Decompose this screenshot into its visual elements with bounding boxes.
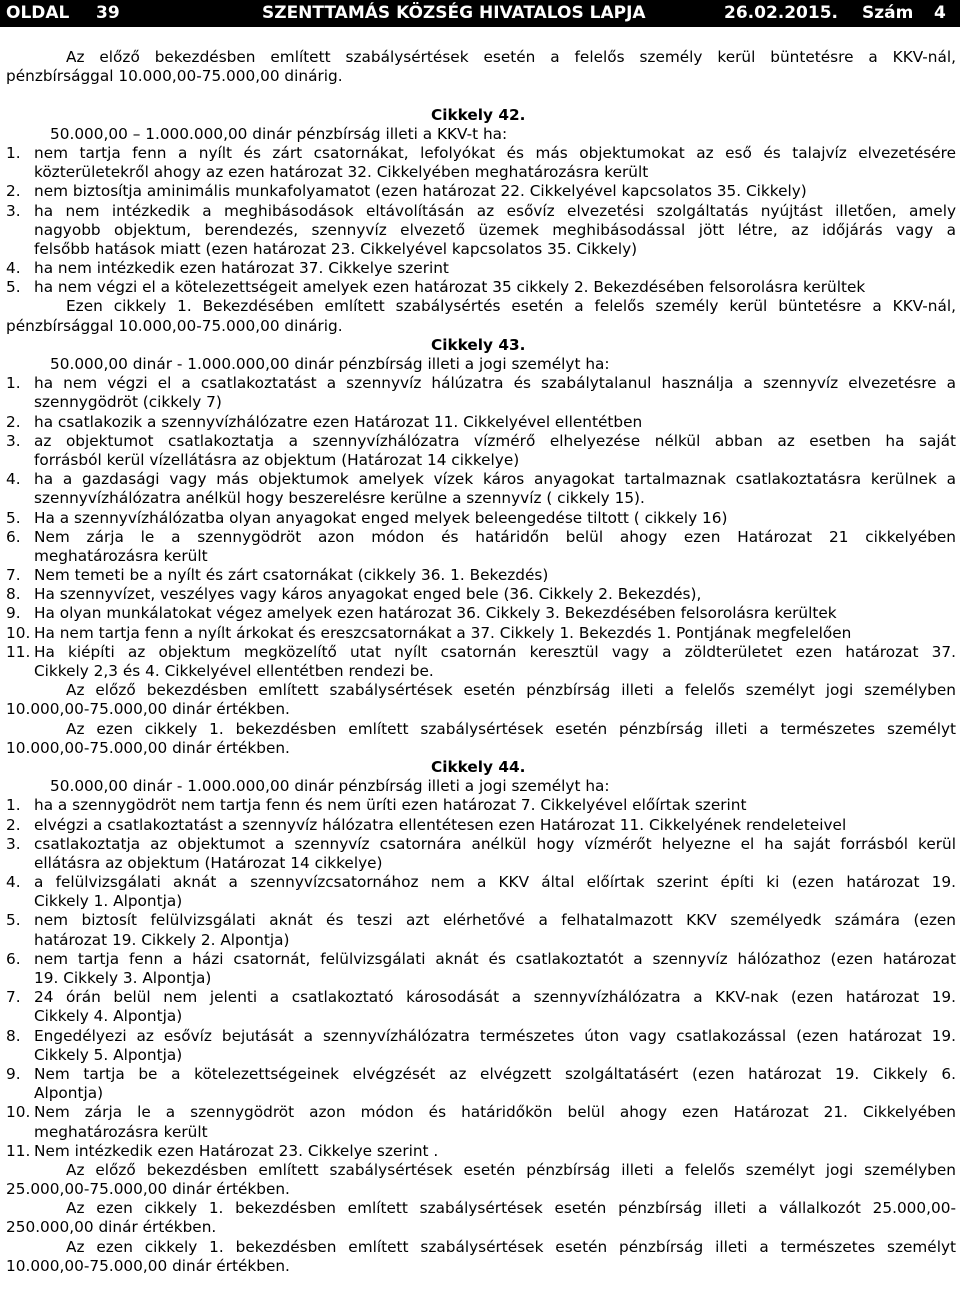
list-item-text: nem biztosít felülvizsgálati aknát és teszi azt elérhetővé a felhatalmazott KKV személyedk számára (ezen bbox=[34, 911, 956, 930]
list-item bbox=[6, 604, 956, 623]
list-item-text: Nem intézkedik ezen Határozat 23. Cikkelye szerint . bbox=[34, 1141, 439, 1160]
list-item-text: nagyobb objektum, berendezés, szennyvíz elvezető üzemek meghibásodással jött létre, az időjárás vagy a bbox=[34, 220, 956, 239]
list-item-text: Nem zárja le a szennygödröt azon módon és határidőn belül ahogy ezen Határozat 21 cikkelyében bbox=[34, 527, 956, 546]
list-item bbox=[6, 432, 956, 451]
list-item bbox=[6, 835, 956, 854]
list-item-number bbox=[6, 221, 34, 240]
list-item bbox=[6, 643, 956, 662]
list-item bbox=[6, 988, 956, 1007]
list-item-number: 1. bbox=[6, 374, 21, 393]
list-item-text: forrásból kerül vízellátásra az objektum (Határozat 14 cikkelye) bbox=[34, 450, 520, 469]
list-item-number: 5. bbox=[6, 278, 21, 297]
article-44-heading: Cikkely 44. bbox=[431, 757, 526, 776]
list-item-text: Ha nem tartja fenn a nyílt árkokat és ereszcsatornákat a 37. Cikkely 1. Bekezdés 1. Pontjának megfelelően bbox=[34, 623, 852, 642]
list-item-number: 1. bbox=[6, 143, 21, 162]
list-item bbox=[6, 969, 956, 988]
list-item-text: nem biztosítja aminimális munkafolyamatot (ezen határozat 22. Cikkelyével kapcsolatos 35. Cikkely) bbox=[34, 182, 807, 201]
header-date: 26.02.2015. bbox=[724, 3, 839, 23]
list-item-text: 24 órán belül nem jelenti a csatlakoztató károsodását a szennyvízhálózatra a KKV-nak (ezen határozat 19. bbox=[34, 988, 956, 1007]
list-item bbox=[6, 259, 956, 278]
list-item-text: az objektumot csatlakoztatja a szennyvízhálózatra vízmérő elhelyezése nélkül abban az esetben ha saját bbox=[34, 431, 956, 450]
list-item-text: Cikkely 2,3 és 4. Cikkelyével ellentétben rendezi be. bbox=[34, 662, 434, 680]
list-item bbox=[6, 566, 956, 585]
list-item bbox=[6, 854, 956, 873]
article-44-paragraph: 25.000,00-75.000,00 dinár értékben. bbox=[6, 1180, 290, 1199]
list-item-text: ha nem végzi el a kötelezettségeit amelyek ezen határozat 35 cikkely 2. Bekezdésében felsorolásra kerültek bbox=[34, 278, 866, 297]
list-item-text: szennygödröt (cikkely 7) bbox=[34, 393, 222, 412]
list-item-number bbox=[6, 489, 34, 508]
list-item-number bbox=[6, 854, 34, 873]
list-item bbox=[6, 144, 956, 163]
list-item-text: Ha kiépíti az objektum megközelítő utat nyílt csatornán keresztül vagy a zöldterületet ezen határozat 37. bbox=[34, 642, 956, 661]
article-44-paragraph: Az előző bekezdésben említett szabálysértések esetén pénzbírság illeti a felelős személyt jogi személyben bbox=[66, 1160, 956, 1179]
list-item-number bbox=[6, 393, 34, 412]
list-item-number bbox=[6, 1123, 34, 1142]
list-item bbox=[6, 1123, 956, 1142]
list-item-number: 5. bbox=[6, 911, 21, 930]
list-item-number: 2. bbox=[6, 182, 21, 201]
list-item-text: csatlakoztatja az objektumot a szennyvíz csatornára anélkül hogy vízmérőt helyezne el ha saját forrásból kerül bbox=[34, 834, 956, 853]
list-item-text: ha nem végzi el a csatlakoztatást a szennyvíz hálúzatra és szabálytalanul használja a szennyvíz elvezetésre a bbox=[34, 374, 956, 393]
list-item-number: 5. bbox=[6, 508, 21, 527]
list-item-number: 11. bbox=[6, 1141, 31, 1160]
list-item bbox=[6, 1007, 956, 1026]
list-item-number bbox=[6, 240, 34, 259]
list-item bbox=[6, 873, 956, 892]
list-item bbox=[6, 278, 956, 297]
list-item-text: Ha a szennyvízhálózatba olyan anyagokat enged melyek beleengedése tiltott ( cikkely 16) bbox=[34, 508, 728, 527]
list-item bbox=[6, 451, 956, 470]
list-item-text: meghatározásra került bbox=[34, 1122, 208, 1141]
list-item bbox=[6, 1065, 956, 1084]
list-item-text: ha nem intézkedik a meghibásodások eltávolításán az esővíz elvezetési szolgáltatás nyújtást illetően, amely bbox=[34, 201, 956, 220]
list-item bbox=[6, 547, 956, 566]
list-item-number: 7. bbox=[6, 566, 21, 585]
article-42-closing: pénzbírsággal 10.000,00-75.000,00 dinárig. bbox=[6, 316, 343, 335]
list-item-text: ellátásra az objektum (Határozat 14 cikkelye) bbox=[34, 853, 383, 872]
list-item bbox=[6, 163, 956, 182]
list-item-number: 10. bbox=[6, 1103, 31, 1122]
article-43-paragraph: 10.000,00-75.000,00 dinár értékben. bbox=[6, 700, 290, 719]
list-item-text: Alpontja) bbox=[34, 1084, 104, 1103]
list-item-text: Cikkely 5. Alpontja) bbox=[34, 1045, 183, 1064]
list-item-text: meghatározásra került bbox=[34, 546, 208, 565]
list-item bbox=[6, 1046, 956, 1065]
list-item-number: 7. bbox=[6, 988, 21, 1007]
list-item-number: 4. bbox=[6, 259, 21, 278]
list-item-number: 1. bbox=[6, 796, 21, 815]
list-item-number bbox=[6, 547, 34, 566]
article-44-paragraph: Az ezen cikkely 1. bekezdésben említett szabálysértések esetén pénzbírság illeti a természetes személyt bbox=[66, 1237, 956, 1256]
list-item-number bbox=[6, 451, 34, 470]
header-issue-label: Szám bbox=[862, 3, 914, 23]
article-44-paragraph: 250.000,00 dinár értékben. bbox=[6, 1218, 217, 1237]
page-header bbox=[0, 0, 960, 27]
list-item bbox=[6, 911, 956, 930]
list-item-number: 4. bbox=[6, 873, 21, 892]
list-item bbox=[6, 221, 956, 240]
list-item bbox=[6, 624, 956, 643]
article-43-fine: 50.000,00 dinár - 1.000.000,00 dinár pénzbírság illeti a jogi személyt ha: bbox=[50, 355, 610, 373]
list-item-number bbox=[6, 1084, 34, 1103]
list-item-number: 6. bbox=[6, 527, 21, 546]
list-item bbox=[6, 950, 956, 969]
list-item-text: szennyvízhálózatra anélkül hogy beszerelésre kerülne a szennyvíz ( cikkely 15). bbox=[34, 489, 645, 508]
list-item-text: Cikkely 1. Alpontja) bbox=[34, 892, 183, 911]
list-item-text: ha a gazdasági vagy más objektumok amelyek vízek káros anyagokat tartalmaznak csatlakoztatásra kerülnek a bbox=[34, 470, 956, 489]
list-item bbox=[6, 509, 956, 528]
list-item-number bbox=[6, 662, 34, 681]
list-item-number: 2. bbox=[6, 815, 21, 834]
list-item-number: 8. bbox=[6, 1026, 21, 1045]
list-item-number: 2. bbox=[6, 412, 21, 431]
article-43-paragraph: Az ezen cikkely 1. bekezdésben említett szabálysértések esetén pénzbírság illeti a természetes személyt bbox=[66, 719, 956, 738]
list-item-number: 11. bbox=[6, 642, 31, 661]
list-item-text: Nem temeti be a nyílt és zárt csatornákat (cikkely 36. 1. Bekezdés) bbox=[34, 566, 549, 585]
article-43-paragraph: Az előző bekezdésben említett szabálysértések esetén pénzbírság illeti a felelős személyt jogi személyben bbox=[66, 681, 956, 700]
header-page-label: OLDAL bbox=[6, 3, 70, 23]
list-item bbox=[6, 1027, 956, 1046]
list-item bbox=[6, 892, 956, 911]
list-item-number: 8. bbox=[6, 585, 21, 604]
list-item bbox=[6, 1103, 956, 1122]
article-44-paragraph: 10.000,00-75.000,00 dinár értékben. bbox=[6, 1256, 290, 1275]
list-item-text: felsőbb hatások miatt (ezen határozat 23. Cikkelyével kapcsolatos 35. Cikkely) bbox=[34, 239, 638, 258]
list-item-text: nem tartja fenn a nyílt és zárt csatornákat, lefolyókat és más objektumokat az eső és talajvíz elvezetésére bbox=[34, 143, 956, 162]
article-42-heading: Cikkely 42. bbox=[431, 105, 526, 124]
header-issue-number: 4 bbox=[934, 3, 946, 23]
list-item-text: 19. Cikkely 3. Alpontja) bbox=[34, 969, 212, 987]
list-item bbox=[6, 374, 956, 393]
list-item bbox=[6, 585, 956, 604]
article-42-list bbox=[6, 144, 956, 298]
list-item-number: 10. bbox=[6, 623, 31, 642]
list-item-number bbox=[6, 892, 34, 911]
list-item-number bbox=[6, 1046, 34, 1065]
list-item bbox=[6, 1142, 956, 1161]
list-item bbox=[6, 528, 956, 547]
list-item-text: határozat 19. Cikkely 2. Alpontja) bbox=[34, 930, 290, 949]
list-item-number bbox=[6, 163, 34, 182]
list-item-text: Nem tartja be a kötelezettségeinek elvégzését az elvégzett szolgáltatásért (ezen határozat 19. Cikkely 6. bbox=[34, 1064, 956, 1083]
list-item-number bbox=[6, 969, 34, 988]
list-item bbox=[6, 489, 956, 508]
list-item-number: 9. bbox=[6, 604, 21, 623]
list-item-number bbox=[6, 1007, 34, 1026]
list-item-text: Nem zárja le a szennygödröt azon módon és határidőkön belül ahogy ezen Határozat 21. Cikkelyében bbox=[34, 1103, 956, 1122]
list-item-text: Ha szennyvízet, veszélyes vagy káros anyagokat enged bele (36. Cikkely 2. Bekezdés), bbox=[34, 585, 702, 604]
article-42-closing: Ezen cikkely 1. Bekezdésében említett szabálysértés esetén a felelős személy kerül büntetésre a KKV-nál, bbox=[66, 297, 956, 316]
list-item bbox=[6, 470, 956, 489]
article-43-paragraph: 10.000,00-75.000,00 dinár értékben. bbox=[6, 738, 290, 757]
article-44-fine: 50.000,00 dinár - 1.000.000,00 dinár pénzbírság illeti a jogi személyt ha: bbox=[50, 777, 610, 796]
list-item-text: nem tartja fenn a házi csatornát, felülvizsgálati aknát és csatlakoztatót a szennyvíz hálózathoz (ezen határozat bbox=[34, 949, 956, 968]
list-item bbox=[6, 1084, 956, 1103]
article-42-fine: 50.000,00 – 1.000.000,00 dinár pénzbírság illeti a KKV-t ha: bbox=[50, 124, 508, 143]
intro-line: pénzbírsággal 10.000,00-75.000,00 dinárig. bbox=[6, 67, 343, 86]
list-item-number: 3. bbox=[6, 201, 21, 220]
article-43-heading: Cikkely 43. bbox=[431, 335, 526, 354]
list-item bbox=[6, 796, 956, 815]
list-item bbox=[6, 413, 956, 432]
list-item-text: Engedélyezi az esővíz bejutását a szennyvízhálózatra természetes úton vagy csatlakozással (ezen határozat 19. bbox=[34, 1026, 956, 1045]
list-item-text: ha a szennygödröt nem tartja fenn és nem üríti ezen határozat 7. Cikkelyével előírtak szerint bbox=[34, 796, 747, 815]
list-item bbox=[6, 816, 956, 835]
list-item-text: Ha olyan munkálatokat végez amelyek ezen határozat 36. Cikkely 3. Bekezdésében felsorolásra kerültek bbox=[34, 604, 837, 623]
list-item-number: 3. bbox=[6, 431, 21, 450]
list-item-text: közterületekről ahogy az ezen határozat 32. Cikkelyében meghatározásra került bbox=[34, 163, 649, 182]
list-item-text: ha csatlakozik a szennyvízhálózatre ezen Határozat 11. Cikkelyével ellentétben bbox=[34, 412, 643, 431]
list-item-number: 6. bbox=[6, 949, 21, 968]
article-44-paragraph: Az ezen cikkely 1. bekezdésben említett szabálysértések esetén pénzbírság illeti a vállalkozót 25.000,00- bbox=[66, 1199, 956, 1218]
list-item bbox=[6, 240, 956, 259]
document-body bbox=[6, 48, 956, 1276]
header-publication-title: SZENTTAMÁS KÖZSÉG HIVATALOS LAPJA bbox=[262, 3, 646, 23]
list-item bbox=[6, 182, 956, 201]
article-44-list bbox=[6, 796, 956, 1161]
list-item-number: 3. bbox=[6, 834, 21, 853]
list-item-text: ha nem intézkedik ezen határozat 37. Cikkelye szerint bbox=[34, 259, 449, 278]
list-item bbox=[6, 202, 956, 221]
list-item-text: elvégzi a csatlakoztatást a szennyvíz hálózatra ellentétesen ezen Határozat 11. Cikkelyének rendeleteivel bbox=[34, 815, 847, 834]
header-page-number: 39 bbox=[96, 3, 120, 23]
list-item-number: 4. bbox=[6, 470, 21, 489]
intro-line: Az előző bekezdésben említett szabálysértések esetén a felelős személy kerül büntetésre a KKV-nál, bbox=[66, 48, 956, 66]
list-item-number: 9. bbox=[6, 1064, 21, 1083]
list-item bbox=[6, 931, 956, 950]
article-43-list bbox=[6, 374, 956, 681]
list-item bbox=[6, 393, 956, 412]
list-item-text: Cikkely 4. Alpontja) bbox=[34, 1007, 183, 1026]
list-item-text: a felülvizsgálati aknát a szennyvízcsatornához nem a KKV által előírtak szerint építi ki (ezen határozat 19. bbox=[34, 873, 956, 892]
list-item bbox=[6, 662, 956, 681]
list-item-number bbox=[6, 931, 34, 950]
